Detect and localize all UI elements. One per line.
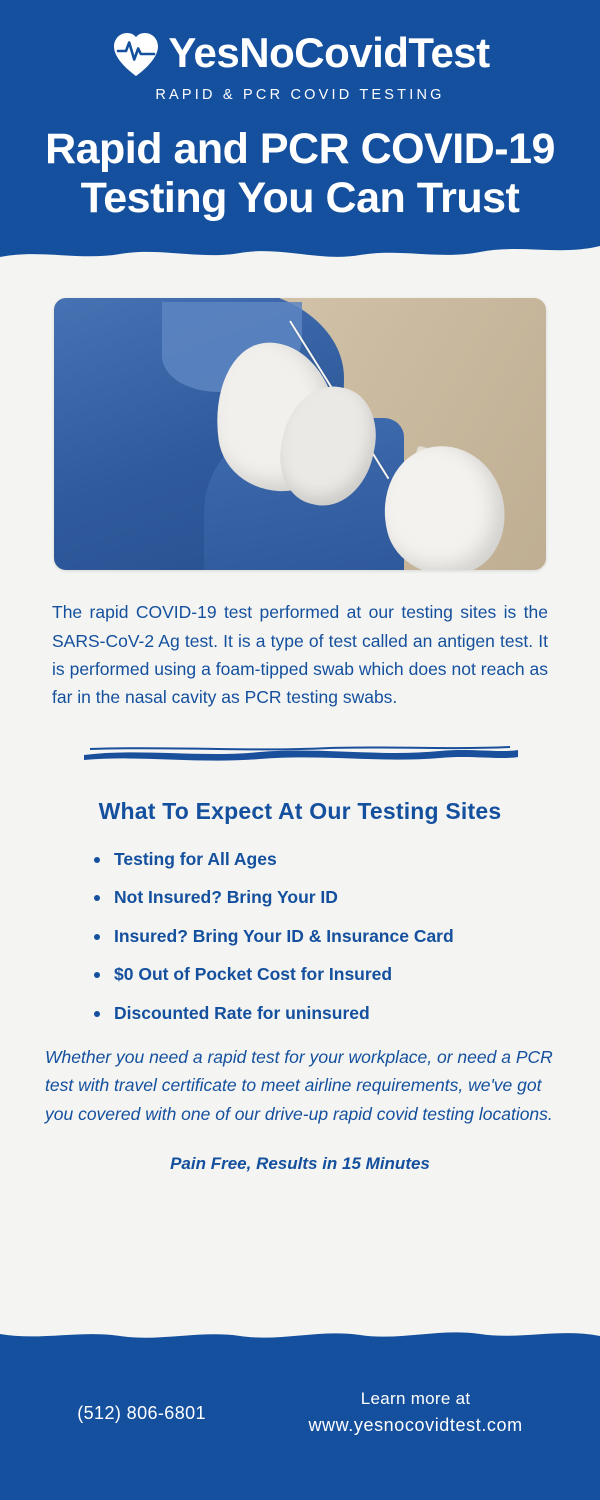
- footer-content: [0, 1346, 600, 1500]
- photo-surface: [54, 298, 546, 570]
- expect-list: [0, 848, 600, 1023]
- heart-pulse-icon: [110, 28, 162, 80]
- brand-lockup: [0, 26, 600, 103]
- footer-website-block: [308, 1386, 522, 1440]
- section-title-expect: What To Expect At Our Testing Sites: [98, 797, 502, 824]
- hero-photo: [54, 298, 546, 570]
- list-item: Testing for All Ages: [92, 851, 600, 869]
- header-torn-edge: [0, 240, 600, 266]
- page-headline: Rapid and PCR COVID-19 Testing You Can Trust: [45, 125, 555, 222]
- footer-phone[interactable]: (512) 806-6801: [77, 1402, 206, 1423]
- closing-tagline: Pain Free, Results in 15 Minutes: [170, 1154, 430, 1174]
- brand-row: [110, 26, 489, 80]
- footer-banner: [0, 1326, 600, 1500]
- brush-divider: [80, 746, 520, 762]
- header-banner: [0, 0, 600, 242]
- list-item: Discounted Rate for uninsured: [92, 1005, 600, 1023]
- list-item: $0 Out of Pocket Cost for Insured: [92, 966, 600, 984]
- brand-tagline: RAPID & PCR COVID TESTING: [155, 87, 445, 103]
- footer-website-url[interactable]: www.yesnocovidtest.com: [308, 1415, 523, 1436]
- closing-paragraph: Whether you need a rapid test for your workplace, or need a PCR test with travel certificate to meet airline requirements, we've got you covered with one of our drive-up rapid covid testing locations.: [45, 1047, 553, 1124]
- list-item: Insured? Bring Your ID & Insurance Card: [92, 928, 600, 946]
- footer-learn-label: Learn more at: [360, 1388, 471, 1408]
- brand-name: YesNoCovidTest: [168, 29, 490, 76]
- intro-paragraph: The rapid COVID-19 test performed at our testing sites is the SARS-CoV-2 Ag test. It is a type of test called an antigen test. It is performed using a foam-tipped swab which does not reach as far in the nasal cavity as PCR testing swabs.: [52, 602, 548, 708]
- list-item: Not Insured? Bring Your ID: [92, 889, 600, 907]
